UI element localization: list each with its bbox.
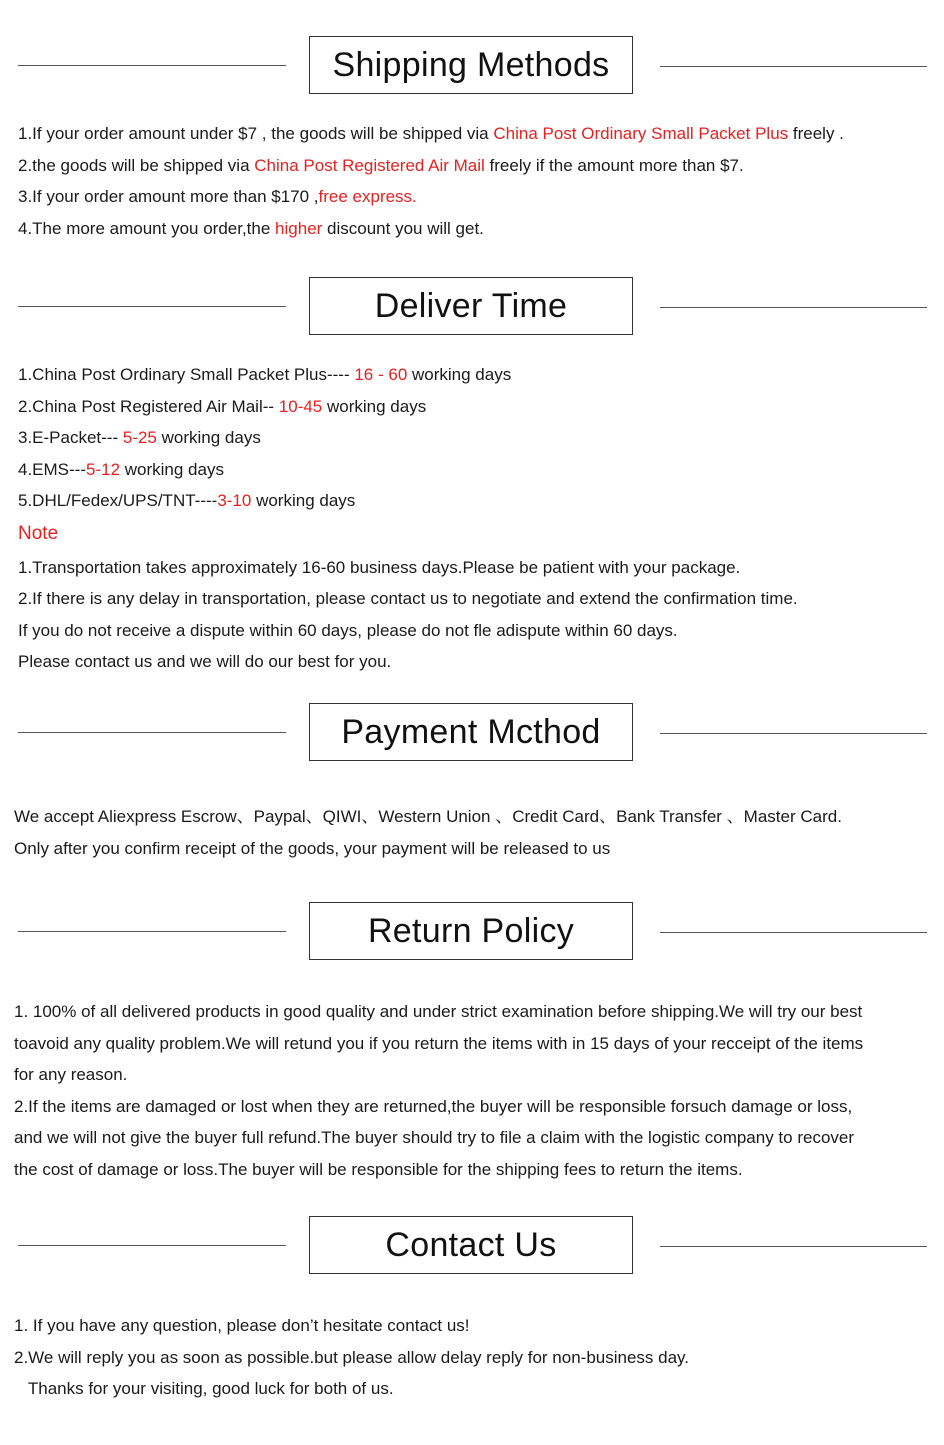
contact-us-header [0, 1216, 944, 1276]
divider-right [660, 307, 927, 308]
contact-line-2: 2.We will reply you as soon as possible.but please allow delay reply for non-business day. [14, 1348, 690, 1367]
contact-line-1: 1. If you have any question, please don’t hesitate contact us! [14, 1316, 470, 1335]
deliver-time-header [0, 277, 944, 337]
divider-right [660, 733, 927, 734]
contact-us-title: Contact Us [309, 1216, 633, 1274]
deliver-line-4: 4.EMS---5-12 working days [18, 460, 224, 479]
payment-method-title: Payment Mcthod [309, 703, 633, 761]
note-line-1: 1.Transportation takes approximately 16-60 business days.Please be patient with your package. [18, 558, 741, 577]
divider-left [18, 931, 286, 932]
payment-method-header [0, 703, 944, 763]
shipping-methods-header [0, 36, 944, 96]
note-line-3: If you do not receive a dispute within 60 days, please do not fle adispute within 60 days. [18, 621, 678, 640]
deliver-line-2: 2.China Post Registered Air Mail-- 10-45 working days [18, 397, 427, 416]
shipping-line-2: 2.the goods will be shipped via China Post Registered Air Mail freely if the amount more than $7. [18, 156, 744, 175]
deliver-line-5: 5.DHL/Fedex/UPS/TNT----3-10 working days [18, 491, 356, 510]
divider-right [660, 932, 927, 933]
divider-left [18, 306, 286, 307]
note-line-4: Please contact us and we will do our best for you. [18, 652, 392, 671]
shipping-line-3: 3.If your order amount more than $170 ,free express. [18, 187, 417, 206]
return-policy-title: Return Policy [309, 902, 633, 960]
divider-right [660, 66, 927, 67]
deliver-line-1: 1.China Post Ordinary Small Packet Plus---- 16 - 60 working days [18, 365, 512, 384]
return-line-6: the cost of damage or loss.The buyer will be responsible for the shipping fees to return the items. [14, 1160, 743, 1179]
return-policy-header [0, 902, 944, 962]
shipping-line-1: 1.If your order amount under $7 , the goods will be shipped via China Post Ordinary Small Packet Plus freely . [18, 124, 844, 143]
shipping-methods-title: Shipping Methods [309, 36, 633, 94]
divider-right [660, 1246, 927, 1247]
return-line-1: 1. 100% of all delivered products in good quality and under strict examination before shipping.We will try our best [14, 1002, 863, 1021]
divider-left [18, 732, 286, 733]
divider-left [18, 65, 286, 66]
contact-line-3: Thanks for your visiting, good luck for both of us. [14, 1379, 394, 1398]
payment-line-2: Only after you confirm receipt of the goods, your payment will be released to us [14, 839, 611, 858]
deliver-line-3: 3.E-Packet--- 5-25 working days [18, 428, 261, 447]
note-line-2: 2.If there is any delay in transportation, please contact us to negotiate and extend the confirmation time. [18, 589, 798, 608]
shipping-line-4: 4.The more amount you order,the higher discount you will get. [18, 219, 484, 238]
deliver-time-title: Deliver Time [309, 277, 633, 335]
payment-line-1: We accept Aliexpress Escrow、Paypal、QIWI、Western Union 、Credit Card、Bank Transfer 、Master Card. [14, 807, 842, 826]
note-label: Note [18, 523, 59, 544]
return-line-3: for any reason. [14, 1065, 128, 1084]
return-line-2: toavoid any quality problem.We will retund you if you return the items with in 15 days of your recceipt of the items [14, 1034, 864, 1053]
divider-left [18, 1245, 286, 1246]
return-line-4: 2.If the items are damaged or lost when they are returned,the buyer will be responsible forsuch damage or loss, [14, 1097, 853, 1116]
return-line-5: and we will not give the buyer full refund.The buyer should try to file a claim with the logistic company to recover [14, 1128, 855, 1147]
